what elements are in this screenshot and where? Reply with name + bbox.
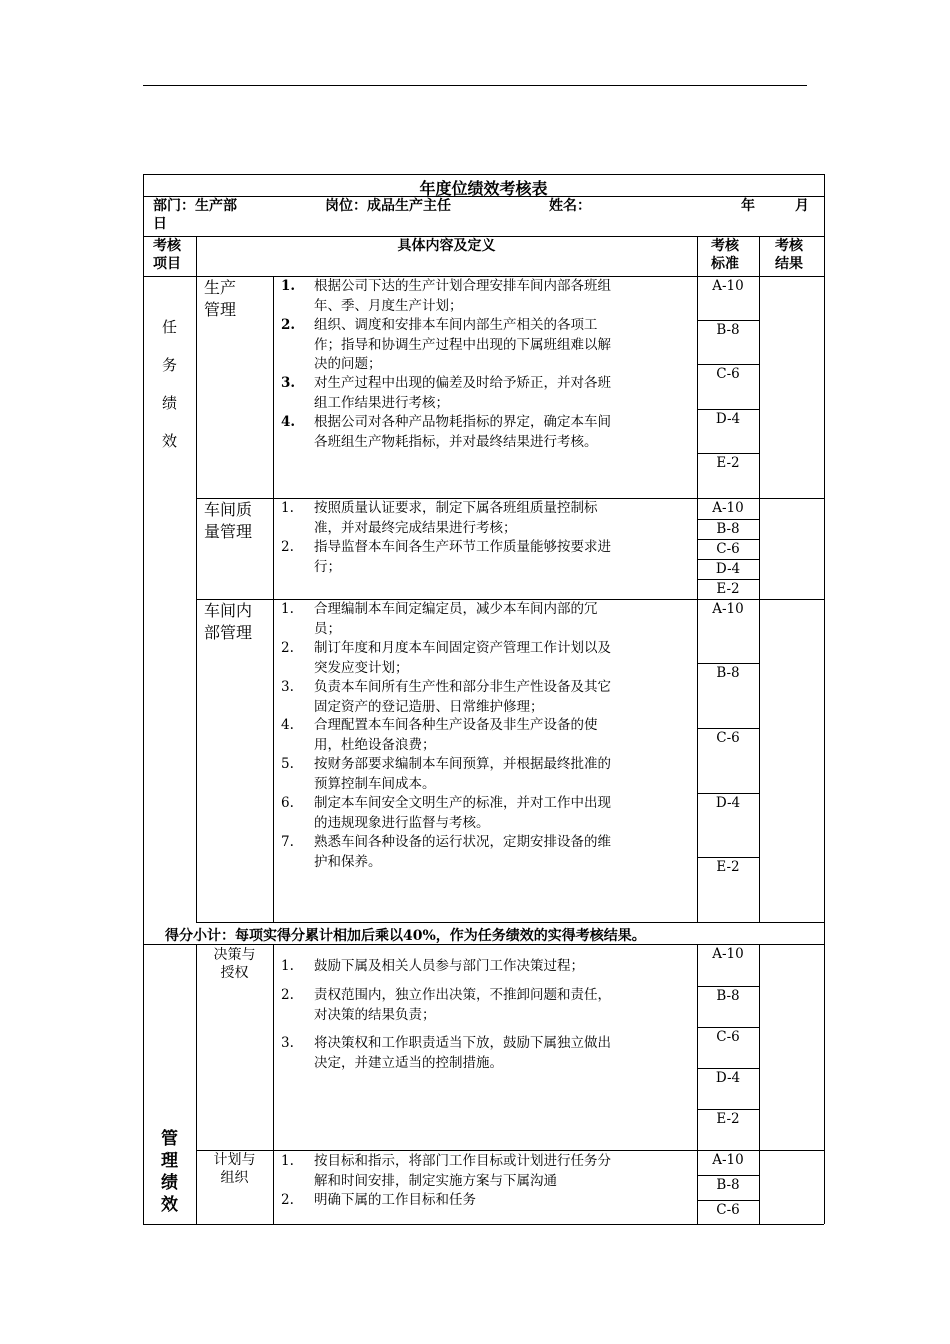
grade-standard: E-2 (716, 1111, 740, 1127)
criteria-item-text: 各班组生产物耗指标，并对最终结果进行考核。 (314, 433, 598, 450)
criteria-item-number: 1. (281, 958, 294, 974)
criteria-item-text: 合理编制本车间定编定员，减少本车间内部的冗 (314, 601, 598, 617)
subtotal-note: 得分小计：每项实得分累计相加后乘以40%，作为任务绩效的实得考核结果。 (165, 928, 646, 944)
criteria-item-number: 2. (281, 640, 294, 656)
criteria-item-text: 组织、调度和安排本车间内部生产相关的各项工 (314, 317, 598, 333)
criteria-item-number: 3. (281, 375, 296, 391)
table-rule (697, 857, 759, 858)
criteria-item-number: 1. (281, 500, 294, 516)
table-rule (759, 498, 760, 599)
header-rule (143, 85, 807, 86)
dept-label: 部门：生产部 (153, 198, 237, 214)
table-rule (273, 599, 274, 922)
header-item-line2: 项目 (153, 256, 181, 272)
table-rule (697, 1027, 759, 1028)
section-name-line: 授权 (220, 965, 249, 981)
criteria-item-number: 2. (281, 987, 294, 1003)
criteria-item-text: 按目标和指示，将部门工作目标或计划进行任务分 (314, 1153, 611, 1169)
table-rule (196, 236, 197, 276)
grade-standard: A-10 (712, 946, 744, 962)
grade-standard: D-4 (715, 795, 741, 811)
day-label: 日 (153, 216, 167, 232)
section-name-line: 生产 (204, 278, 237, 297)
criteria-item-text: 指导监督本车间各生产环节工作质量能够按要求进 (314, 539, 611, 555)
criteria-item-text: 对决策的结果负责； (314, 1006, 436, 1023)
criteria-item-text: 突发应变计划； (314, 659, 409, 676)
table-rule (697, 519, 759, 520)
table-rule (697, 409, 759, 410)
section-name-line: 车间内 (204, 601, 253, 620)
criteria-item-text: 用，杜绝设备浪费； (314, 736, 436, 753)
grade-standard: E-2 (716, 581, 740, 597)
criteria-item-text: 鼓励下属及相关人员参与部门工作决策过程； (314, 958, 584, 974)
table-rule (759, 944, 760, 1150)
section-name-line: 部管理 (204, 623, 253, 642)
criteria-item-text: 根据公司对各种产品物耗指标的界定，确定本车间 (314, 414, 611, 430)
grade-standard: B-8 (716, 988, 740, 1004)
criteria-item-text: 年、季、月度生产计划； (314, 297, 463, 314)
criteria-item-text: 制订年度和月度本车间固定资产管理工作计划以及 (314, 640, 611, 656)
grade-standard: B-8 (716, 521, 740, 537)
grade-standard: D-4 (715, 1070, 741, 1086)
section-name-line: 计划与 (213, 1152, 256, 1168)
table-border-right (824, 174, 825, 1224)
table-rule (697, 559, 759, 560)
table-rule (273, 944, 274, 1150)
management-performance-label: 理 (161, 1151, 178, 1171)
grade-standard: A-10 (712, 601, 744, 617)
grade-standard: B-8 (716, 322, 740, 338)
table-rule (759, 1150, 760, 1224)
table-rule (697, 793, 759, 794)
criteria-item-text: 按财务部要求编制本车间预算，并根据最终批准的 (314, 756, 611, 772)
table-rule (273, 1150, 274, 1224)
criteria-item-text: 行； (314, 558, 341, 575)
table-rule (196, 276, 197, 922)
criteria-item-text: 对生产过程中出现的偏差及时给予矫正，并对各班 (314, 375, 611, 391)
criteria-item-text: 负责本车间所有生产性和部分非生产性设备及其它 (314, 679, 611, 695)
table-rule (143, 236, 824, 237)
section-name-line: 量管理 (204, 522, 253, 541)
criteria-item-text: 明确下属的工作目标和任务 (314, 1192, 476, 1208)
criteria-item-number: 2. (281, 317, 296, 333)
header-item-line1: 考核 (153, 238, 181, 254)
criteria-item-number: 3. (281, 1035, 294, 1051)
criteria-item-text: 决的问题； (314, 356, 382, 372)
criteria-item-number: 1. (281, 601, 294, 617)
criteria-item-number: 1. (281, 278, 296, 294)
grade-standard: E-2 (716, 859, 740, 875)
criteria-item-text: 制定本车间安全文明生产的标准，并对工作中出现 (314, 795, 611, 811)
criteria-item-text: 按照质量认证要求，制定下属各班组质量控制标 (314, 500, 598, 516)
management-performance-label: 绩 (161, 1173, 178, 1193)
table-rule (196, 944, 197, 1224)
grade-standard: A-10 (712, 1152, 744, 1168)
table-rule (697, 364, 759, 365)
grade-standard: C-6 (716, 366, 740, 382)
form-title: 年度位绩效考核表 (419, 179, 548, 198)
criteria-item-text: 作；指导和协调生产过程中出现的下属班组难以解 (314, 336, 611, 353)
criteria-item-number: 2. (281, 539, 294, 555)
table-rule (697, 236, 698, 276)
grade-standard: C-6 (716, 1202, 740, 1218)
table-rule (143, 174, 824, 175)
criteria-item-number: 3. (281, 679, 294, 695)
criteria-item-text: 固定资产的登记造册、日常维护修理； (314, 698, 544, 715)
table-rule (697, 453, 759, 454)
table-rule (196, 1150, 824, 1151)
criteria-item-text: 预算控制车间成本。 (314, 775, 436, 792)
name-label: 姓名： (549, 198, 591, 214)
grade-standard: E-2 (716, 455, 740, 471)
task-performance-label: 任 (161, 318, 177, 336)
criteria-item-number: 2. (281, 1192, 294, 1208)
table-rule (697, 1109, 759, 1110)
criteria-item-number: 1. (281, 1153, 294, 1169)
criteria-item-text: 护和保养。 (314, 853, 382, 870)
criteria-item-text: 合理配置本车间各种生产设备及非生产设备的使 (314, 717, 598, 733)
criteria-item-text: 的违规现象进行监督与考核。 (314, 814, 490, 831)
grade-standard: B-8 (716, 1177, 740, 1193)
month-label: 月 (795, 198, 809, 214)
table-rule (697, 1068, 759, 1069)
table-rule (759, 236, 760, 276)
criteria-item-text: 责权范围内，独立作出决策，不推卸问题和责任， (314, 987, 611, 1003)
grade-standard: C-6 (716, 730, 740, 746)
criteria-item-number: 4. (281, 717, 294, 733)
task-performance-label: 效 (161, 432, 177, 450)
management-performance-label: 管 (161, 1129, 178, 1149)
criteria-item-text: 根据公司下达的生产计划合理安排车间内部各班组 (314, 278, 611, 294)
section-name-line: 决策与 (213, 947, 256, 963)
header-content: 具体内容及定义 (397, 238, 496, 254)
criteria-item-text: 决定，并建立适当的控制措施。 (314, 1054, 503, 1071)
table-rule (196, 922, 824, 923)
criteria-item-text: 组工作结果进行考核； (314, 394, 449, 411)
table-rule (697, 539, 759, 540)
table-border-bottom (143, 1224, 824, 1225)
criteria-item-number: 7. (281, 834, 294, 850)
criteria-item-number: 6. (281, 795, 294, 811)
grade-standard: D-4 (715, 561, 741, 577)
table-rule (697, 320, 759, 321)
header-standard-line1: 考核 (711, 238, 739, 254)
table-rule (697, 1200, 759, 1201)
header-result-line1: 考核 (775, 238, 803, 254)
table-rule (759, 599, 760, 922)
header-result-line2: 结果 (775, 256, 803, 272)
grade-standard: B-8 (716, 665, 740, 681)
year-label: 年 (741, 198, 755, 214)
task-performance-label: 绩 (161, 394, 177, 412)
table-rule (697, 728, 759, 729)
criteria-item-text: 员； (314, 620, 341, 637)
post-label: 岗位：成品生产主任 (325, 198, 451, 214)
criteria-item-text: 准，并对最终完成结果进行考核； (314, 519, 517, 536)
section-name-line: 组织 (220, 1170, 249, 1186)
criteria-item-text: 将决策权和工作职责适当下放，鼓励下属独立做出 (314, 1035, 611, 1051)
criteria-item-number: 4. (281, 414, 296, 430)
criteria-item-text: 熟悉车间各种设备的运行状况，定期安排设备的维 (314, 834, 611, 850)
table-rule (143, 944, 824, 945)
management-performance-label: 效 (161, 1195, 178, 1215)
grade-standard: A-10 (712, 500, 744, 516)
grade-standard: D-4 (715, 411, 741, 427)
criteria-item-text: 解和时间安排，制定实施方案与下属沟通 (314, 1172, 557, 1189)
grade-standard: A-10 (712, 278, 744, 294)
section-name-line: 车间质 (204, 500, 253, 519)
task-performance-label: 务 (161, 356, 177, 374)
criteria-item-number: 5. (281, 756, 294, 772)
table-rule (697, 1175, 759, 1176)
table-rule (697, 986, 759, 987)
table-rule (697, 579, 759, 580)
section-name-line: 管理 (204, 300, 237, 319)
header-standard-line2: 标准 (711, 256, 739, 272)
table-rule (759, 276, 760, 498)
table-rule (697, 663, 759, 664)
grade-standard: C-6 (716, 1029, 740, 1045)
grade-standard: C-6 (716, 541, 740, 557)
